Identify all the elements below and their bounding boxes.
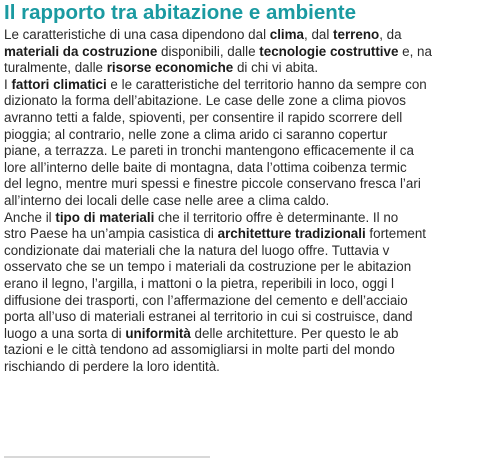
text-run: di chi vi abita. (233, 60, 319, 76)
text-run: dizionato la forma dell’abitazione. Le case delle zone a clima piovos (4, 93, 406, 109)
text-run: del legno, mentre muri spessi e finestre piccole conservano fresca l’ari (4, 176, 421, 192)
text-line (4, 110, 432, 127)
text-run: , dal (304, 27, 334, 42)
text-line (4, 359, 432, 376)
page-title: Il rapporto tra abitazione e ambiente (4, 1, 356, 24)
text-run: e, na (398, 43, 432, 59)
text-line (4, 176, 432, 193)
bold-term: uniformità (125, 325, 191, 341)
bold-term: architetture tradizionali (217, 226, 366, 242)
text-run: tazioni e le città tendono ad assomigliarsi in molte parti del mondo (4, 342, 395, 358)
text-line (4, 342, 432, 359)
text-run: osservato che se un tempo i materiali da costruzione per le abitazion (4, 259, 412, 275)
text-run: disponibili, dalle (157, 43, 260, 59)
text-run: piane, a terrazza. Le pareti in tronchi mantengono efficacemente il ca (4, 143, 414, 159)
text-line (4, 127, 432, 144)
text-line (4, 293, 432, 310)
bold-term: tipo di materiali (55, 209, 155, 225)
text-line (4, 160, 432, 177)
bold-term: clima (269, 27, 305, 42)
text-line (4, 210, 432, 227)
text-run: Anche il (4, 209, 56, 225)
text-line (4, 60, 432, 77)
text-run: Le caratteristiche di una casa dipendono dal (4, 27, 270, 42)
text-line (4, 276, 432, 293)
bold-term: risorse economiche (106, 60, 234, 76)
text-line (4, 226, 432, 243)
bold-term: terreno (333, 27, 380, 42)
text-line (4, 259, 432, 276)
bold-term: tecnologie costruttive (259, 43, 399, 59)
text-line (4, 326, 432, 343)
bold-term: fattori climatici (11, 76, 107, 92)
bottom-divider (4, 456, 210, 458)
text-line (4, 93, 432, 110)
text-run: delle architetture. Per questo le ab (190, 325, 399, 341)
text-run: condizionate dai materiali che la natura del luogo offre. Tuttavia v (4, 242, 390, 258)
body-text (4, 27, 432, 375)
text-run: porta all’uso di materiali estranei al territorio in cui si costruisce, dand (4, 309, 413, 325)
paragraph (4, 210, 432, 376)
text-run: rischiando di perdere la loro identità. (4, 358, 220, 374)
text-run: luogo a una sorta di (4, 325, 126, 341)
text-run: , da (379, 27, 402, 42)
text-line (4, 243, 432, 260)
text-line (4, 309, 432, 326)
text-run: pioggia; al contrario, nelle zone a clima arido ci saranno copertur (4, 126, 388, 142)
text-run: I (4, 76, 12, 92)
text-line (4, 193, 432, 210)
text-line (4, 143, 432, 160)
text-run: lore all’interno delle baite di montagna, data l’ottima coibenza termic (4, 159, 407, 175)
text-run: all’interno dei locali delle case nelle aree a clima caldo. (4, 192, 330, 208)
text-run: che il territorio offre è determinante. Il no (154, 209, 399, 225)
text-line (4, 77, 432, 94)
text-run: erano il legno, l’argilla, i mattoni o la pietra, reperibili in loco, oggi l (4, 275, 395, 291)
paragraph (4, 27, 432, 77)
text-line (4, 44, 432, 61)
bold-term: materiali da costruzione (4, 43, 158, 59)
text-run: diffusione dei trasporti, con l’affermazione del cemento e dell’acciaio (4, 292, 408, 308)
text-run: e le caratteristiche del territorio hanno da sempre con (106, 76, 427, 92)
text-run: stro Paese ha un’ampia casistica di (4, 226, 218, 242)
text-run: fortement (365, 226, 426, 242)
text-run: avranno tetti a falde, spioventi, per consentire il rapido scorrere dell (4, 109, 403, 125)
text-run: turalmente, dalle (4, 60, 107, 76)
text-line (4, 27, 432, 44)
paragraph (4, 77, 432, 210)
